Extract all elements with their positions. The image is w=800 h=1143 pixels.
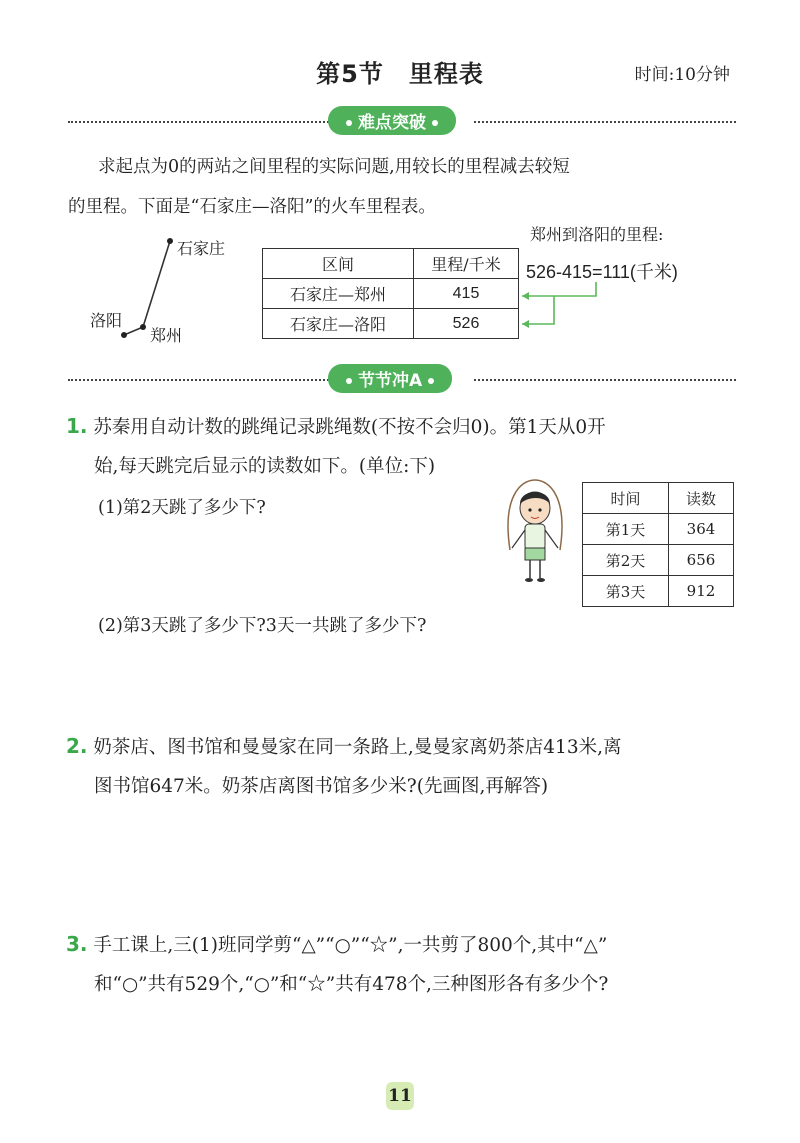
intro-line-2: 的里程。下面是“石家庄—洛阳”的火车里程表。 <box>68 197 436 217</box>
arrow-line-2 <box>522 296 554 324</box>
dot-icon <box>346 378 352 384</box>
time-label: 时间:10分钟 <box>634 65 730 85</box>
city-label-left: 洛阳 <box>90 311 123 330</box>
table-header-cell: 里程/千米 <box>414 249 519 279</box>
table-cell: 364 <box>669 514 734 545</box>
divider <box>68 121 332 123</box>
table-header-row <box>263 249 519 279</box>
page-number: 11 <box>386 1082 414 1110</box>
table-header-cell: 读数 <box>669 483 734 514</box>
reading-table <box>582 482 734 607</box>
table-cell: 石家庄—洛阳 <box>263 309 414 339</box>
page-title: 第5节 里程表 <box>316 60 484 88</box>
question-1-sub-2: (2)第3天跳了多少下?3天一共跳了多少下? <box>98 616 427 636</box>
table-cell: 415 <box>414 279 519 309</box>
dot-icon <box>346 120 352 126</box>
question-number: 3. <box>66 932 88 956</box>
dot-icon <box>432 120 438 126</box>
arrow-head-icon <box>522 292 529 300</box>
question-number: 2. <box>66 734 88 758</box>
arrows <box>510 278 610 338</box>
table-row <box>583 514 734 545</box>
table-cell: 第1天 <box>583 514 669 545</box>
route-line-upper <box>143 241 170 327</box>
divider <box>474 379 736 381</box>
question-2-line-2: 图书馆647米。奶茶店离图书馆多少米?(先画图,再解答) <box>94 776 549 797</box>
arrow-head-icon <box>522 320 529 328</box>
note-formula: 526-415=111(千米) <box>526 262 678 282</box>
table-cell: 石家庄—郑州 <box>263 279 414 309</box>
table-row <box>583 545 734 576</box>
station-dot-top <box>167 238 173 244</box>
divider <box>474 121 736 123</box>
section-banner-difficulty: 难点突破 <box>328 106 456 135</box>
table-row <box>583 576 734 607</box>
question-1-line-1: 1. 苏秦用自动计数的跳绳记录跳绳数(不按不会归0)。第1天从0开 <box>66 414 606 438</box>
mileage-table <box>262 248 519 339</box>
table-cell: 656 <box>669 545 734 576</box>
station-dot-mid <box>140 324 146 330</box>
table-cell: 526 <box>414 309 519 339</box>
table-cell: 第3天 <box>583 576 669 607</box>
note-label: 郑州到洛阳的里程: <box>530 225 664 244</box>
table-cell: 912 <box>669 576 734 607</box>
table-cell: 第2天 <box>583 545 669 576</box>
table-header-row <box>583 483 734 514</box>
table-header-cell: 区间 <box>263 249 414 279</box>
arrow-line-1 <box>522 282 596 296</box>
divider <box>68 379 332 381</box>
table-row <box>263 309 519 339</box>
question-3-line-2: 和“○”共有529个,“○”和“☆”共有478个,三种图形各有多少个? <box>94 974 609 995</box>
table-row <box>263 279 519 309</box>
question-1-line-2: 始,每天跳完后显示的读数如下。(单位:下) <box>94 456 436 477</box>
section-banner-practice: 节节冲A <box>328 364 452 393</box>
question-3-line-1: 3. 手工课上,三(1)班同学剪“△”“○”“☆”,一共剪了800个,其中“△” <box>66 932 608 956</box>
city-label-mid: 郑州 <box>150 326 183 345</box>
city-label-top: 石家庄 <box>177 239 226 258</box>
question-1-sub-1: (1)第2天跳了多少下? <box>98 498 266 518</box>
station-dot-left <box>121 332 127 338</box>
jump-rope-boy-illustration <box>500 478 570 590</box>
intro-line-1: 求起点为0的两站之间里程的实际问题,用较长的里程减去较短 <box>98 157 570 177</box>
table-header-cell: 时间 <box>583 483 669 514</box>
question-2-line-1: 2. 奶茶店、图书馆和曼曼家在同一条路上,曼曼家离奶茶店413米,离 <box>66 734 622 758</box>
route-line-lower <box>124 327 143 335</box>
dot-icon <box>428 378 434 384</box>
question-number: 1. <box>66 414 88 438</box>
